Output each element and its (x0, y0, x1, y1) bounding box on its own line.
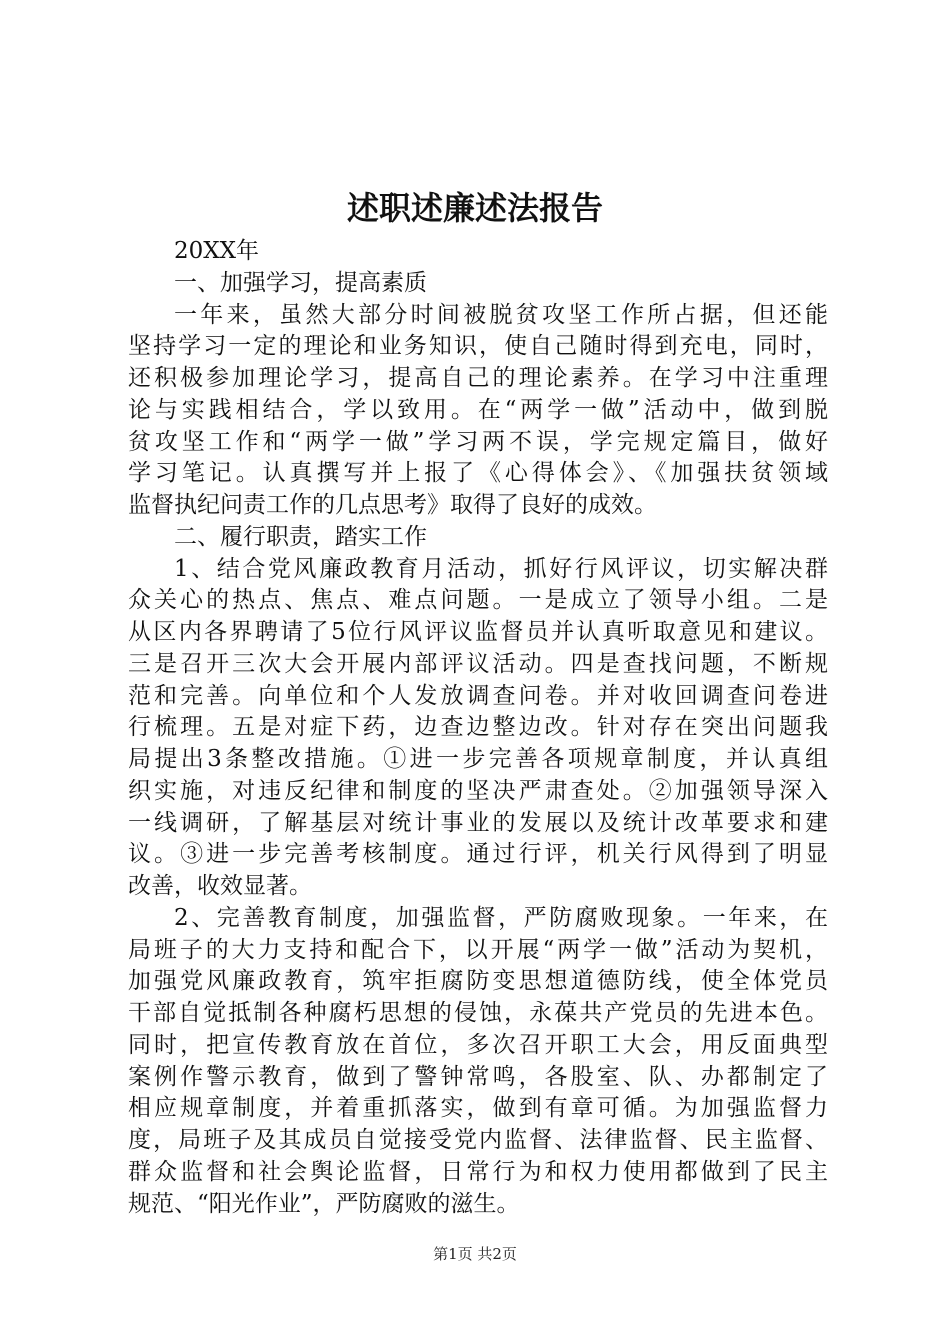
text-line: 一年来，虽然大部分时间被脱贫攻坚工作所占据，但还能 (174, 301, 828, 328)
text-line: 三是召开三次大会开展内部评议活动。四是查找问题，不断规 (128, 650, 828, 677)
text-line: 群众监督和社会舆论监督，日常行为和权力使用都做到了民主 (128, 1158, 828, 1185)
text-line: 坚持学习一定的理论和业务知识，使自己随时得到充电，同时， (128, 333, 828, 360)
text-line: 论与实践相结合，学以致用。在“两学一做”活动中，做到脱 (128, 396, 828, 423)
text-line: 规范、“阳光作业”，严防腐败的滋生。 (128, 1190, 520, 1217)
text-line: 1、结合党风廉政教育月活动，抓好行风评议，切实解决群 (174, 555, 828, 582)
page-title: 述职述廉述法报告 (346, 189, 603, 227)
text-line: 相应规章制度，并着重抓落实，做到有章可循。为加强监督力 (128, 1095, 828, 1122)
text-line: 局提出3条整改措施。①进一步完善各项规章制度，并认真组 (128, 746, 828, 772)
text-line: 议。③进一步完善考核制度。通过行评，机关行风得到了明显 (128, 841, 828, 868)
text-line: 加强党风廉政教育，筑牢拒腐防变思想道德防线，使全体党员 (128, 968, 828, 995)
text-line: 20XX年 (174, 238, 260, 264)
text-line: 织实施，对违反纪律和制度的坚决严肃查处。②加强领导深入 (128, 777, 828, 804)
text-line: 贫攻坚工作和“两学一做”学习两不误，学完规定篇目，做好 (128, 428, 828, 455)
text-line: 一线调研，了解基层对统计事业的发展以及统计改革要求和建 (128, 809, 828, 836)
text-line: 局班子的大力支持和配合下，以开展“两学一做”活动为契机， (128, 936, 828, 963)
text-line: 案例作警示教育，做到了警钟常鸣，各股室、队、办都制定了 (128, 1063, 828, 1090)
text-line: 学习笔记。认真撰写并上报了《心得体会》、《加强扶贫领域 (128, 460, 828, 487)
text-line: 一、加强学习，提高素质 (174, 269, 427, 296)
page-footer: 第1页 共2页 (433, 1245, 517, 1263)
text-line: 干部自觉抵制各种腐朽思想的侵蚀，永葆共产党员的先进本色。 (128, 1000, 828, 1026)
text-line: 行梳理。五是对症下药，边查边整边改。针对存在突出问题我 (128, 714, 828, 741)
text-line: 度，局班子及其成员自觉接受党内监督、法律监督、民主监督、 (128, 1127, 828, 1153)
text-line: 改善，收效显著。 (128, 873, 312, 899)
text-line: 还积极参加理论学习，提高自己的理论素养。在学习中注重理 (128, 365, 828, 391)
text-line: 监督执纪问责工作的几点思考》取得了良好的成效。 (128, 492, 657, 518)
text-line: 众关心的热点、焦点、难点问题。一是成立了领导小组。二是 (128, 587, 828, 614)
document-body (128, 236, 828, 1220)
text-line: 2、完善教育制度，加强监督，严防腐败现象。一年来，在 (174, 904, 828, 931)
text-line: 范和完善。向单位和个人发放调查问卷。并对收回调查问卷进 (128, 682, 828, 709)
text-line: 二、履行职责，踏实工作 (174, 523, 427, 550)
text-line: 同时，把宣传教育放在首位，多次召开职工大会，用反面典型 (128, 1031, 828, 1058)
text-line: 从区内各界聘请了5位行风评议监督员并认真听取意见和建议。 (128, 619, 828, 645)
